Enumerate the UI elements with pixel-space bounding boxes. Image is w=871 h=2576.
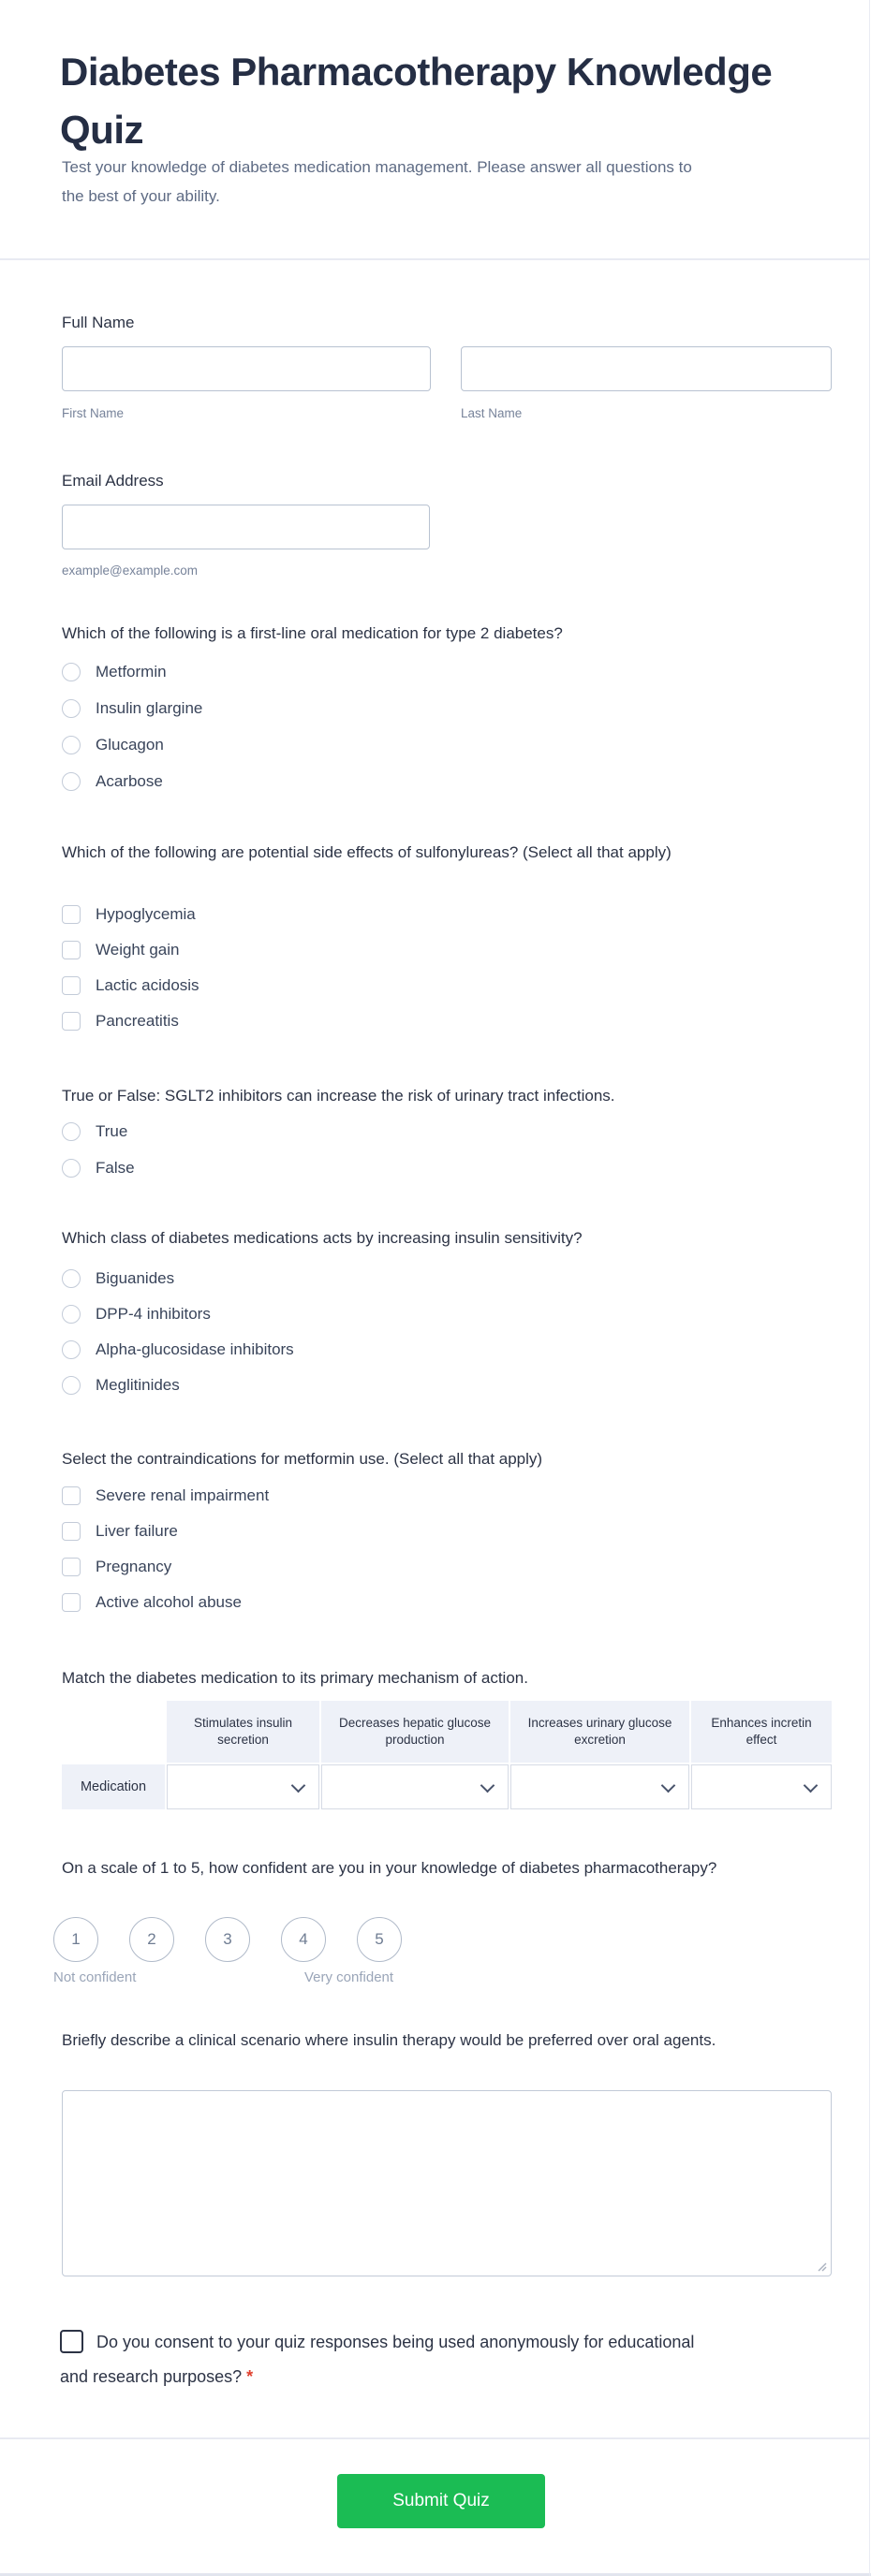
checkbox-icon[interactable] xyxy=(62,1558,81,1576)
consent-label: Do you consent to your quiz responses being used anonymously for educational and research purposes? xyxy=(60,2333,695,2386)
option-label: Lactic acidosis xyxy=(96,976,199,994)
resize-handle-icon[interactable] xyxy=(817,2261,827,2272)
first-name-input[interactable] xyxy=(62,346,431,391)
matrix-select-decreases[interactable] xyxy=(321,1764,509,1809)
option-label: Acarbose xyxy=(96,772,163,790)
radio-icon[interactable] xyxy=(62,1159,81,1178)
option-label: Severe renal impairment xyxy=(96,1486,270,1504)
full-name-label: Full Name xyxy=(62,314,135,331)
radio-option[interactable] xyxy=(62,699,202,718)
radio-option[interactable] xyxy=(62,1269,294,1288)
matrix-select-stimulates[interactable] xyxy=(167,1764,319,1809)
radio-option[interactable] xyxy=(62,1305,294,1324)
first-name-sublabel: First Name xyxy=(62,406,125,420)
checkbox-icon[interactable] xyxy=(62,1486,81,1505)
radio-icon[interactable] xyxy=(62,663,81,681)
q3-options xyxy=(62,1122,135,1195)
radio-option[interactable] xyxy=(62,736,202,754)
option-label: Biguanides xyxy=(96,1269,175,1287)
scale-number: 1 xyxy=(71,1930,81,1948)
checkbox-icon[interactable] xyxy=(62,1593,81,1612)
consent-field xyxy=(60,2325,716,2394)
matrix-select-increases[interactable] xyxy=(510,1764,689,1809)
option-label: Glucagon xyxy=(96,736,164,754)
checkbox-icon[interactable] xyxy=(62,1012,81,1031)
footer-divider xyxy=(0,2437,870,2439)
checkbox-option[interactable] xyxy=(62,1593,269,1612)
email-label: Email Address xyxy=(62,472,164,490)
checkbox-option[interactable] xyxy=(62,1486,269,1505)
matrix-column-header: Enhances incretin effect xyxy=(691,1701,832,1763)
scale-option-1[interactable] xyxy=(53,1917,98,1962)
required-asterisk: * xyxy=(246,2367,254,2386)
q5-label: Select the contraindications for metformin use. (Select all that apply) xyxy=(62,1450,543,1468)
option-label: Meglitinides xyxy=(96,1376,180,1394)
scale-option-2[interactable] xyxy=(129,1917,174,1962)
scale-number: 3 xyxy=(223,1930,232,1948)
option-label: Alpha-glucosidase inhibitors xyxy=(96,1340,294,1358)
checkbox-option[interactable] xyxy=(62,976,199,995)
checkbox-option[interactable] xyxy=(62,1012,199,1031)
radio-icon[interactable] xyxy=(62,1340,81,1359)
matrix-column-header: Decreases hepatic glucose production xyxy=(321,1701,509,1763)
option-label: Weight gain xyxy=(96,941,180,959)
q4-label: Which class of diabetes medications acts by increasing insulin sensitivity? xyxy=(62,1229,583,1247)
last-name-sublabel: Last Name xyxy=(461,406,523,420)
option-label: Pancreatitis xyxy=(96,1012,179,1030)
checkbox-icon[interactable] xyxy=(62,1522,81,1541)
option-label: Hypoglycemia xyxy=(96,905,196,923)
radio-icon[interactable] xyxy=(62,1269,81,1288)
scale-number: 5 xyxy=(375,1930,384,1948)
checkbox-option[interactable] xyxy=(62,1522,269,1541)
email-sublabel: example@example.com xyxy=(62,564,199,578)
scenario-textarea[interactable] xyxy=(62,2090,832,2276)
radio-option[interactable] xyxy=(62,1340,294,1359)
checkbox-icon[interactable] xyxy=(62,976,81,995)
option-label: Liver failure xyxy=(96,1522,178,1540)
scale-option-4[interactable] xyxy=(281,1917,326,1962)
q7-label: On a scale of 1 to 5, how confident are you in your knowledge of diabetes pharmacotherapy? xyxy=(62,1859,717,1877)
header-divider xyxy=(0,258,870,260)
scale-number: 2 xyxy=(147,1930,156,1948)
radio-icon[interactable] xyxy=(62,772,81,791)
scale-options xyxy=(53,1917,402,1962)
q6-label: Match the diabetes medication to its primary mechanism of action. xyxy=(62,1669,528,1687)
last-name-input[interactable] xyxy=(461,346,832,391)
radio-icon[interactable] xyxy=(62,699,81,718)
matrix-row-label: Medication xyxy=(62,1764,165,1809)
checkbox-icon[interactable] xyxy=(62,905,81,924)
radio-option[interactable] xyxy=(62,1376,294,1395)
radio-icon[interactable] xyxy=(62,1122,81,1141)
q2-options xyxy=(62,905,199,1047)
q2-label: Which of the following are potential side effects of sulfonylureas? (Select all that apply) xyxy=(62,843,672,861)
q8-label: Briefly describe a clinical scenario where insulin therapy would be preferred over oral agents. xyxy=(62,2031,716,2049)
option-label: Metformin xyxy=(96,663,167,681)
checkbox-option[interactable] xyxy=(62,941,199,959)
chevron-down-icon xyxy=(661,1778,676,1793)
scale-number: 4 xyxy=(299,1930,308,1948)
matrix-select-enhances[interactable] xyxy=(691,1764,832,1809)
radio-option[interactable] xyxy=(62,772,202,791)
chevron-down-icon xyxy=(291,1778,306,1793)
option-label: True xyxy=(96,1122,128,1140)
radio-option[interactable] xyxy=(62,663,202,681)
option-label: Pregnancy xyxy=(96,1558,172,1575)
checkbox-option[interactable] xyxy=(62,905,199,924)
chevron-down-icon xyxy=(804,1778,819,1793)
chevron-down-icon xyxy=(480,1778,495,1793)
option-label: DPP-4 inhibitors xyxy=(96,1305,211,1323)
matrix-column-header: Increases urinary glucose excretion xyxy=(510,1701,689,1763)
submit-button[interactable]: Submit Quiz xyxy=(337,2474,545,2528)
option-label: Insulin glargine xyxy=(96,699,203,717)
q5-options xyxy=(62,1486,269,1629)
q1-label: Which of the following is a first-line oral medication for type 2 diabetes? xyxy=(62,624,563,642)
page-subtitle: Test your knowledge of diabetes medication management. Please answer all questions to the best of your ability. xyxy=(62,158,692,205)
scale-max-label: Very confident xyxy=(304,1969,394,1985)
scale-option-3[interactable] xyxy=(205,1917,250,1962)
radio-option[interactable] xyxy=(62,1122,135,1141)
checkbox-icon[interactable] xyxy=(62,941,81,959)
radio-icon[interactable] xyxy=(62,736,81,754)
option-label: False xyxy=(96,1159,135,1177)
radio-icon[interactable] xyxy=(62,1305,81,1324)
scale-option-5[interactable] xyxy=(357,1917,402,1962)
checkbox-option[interactable] xyxy=(62,1558,269,1576)
email-input[interactable] xyxy=(62,505,430,549)
matrix-table xyxy=(62,1701,832,1809)
q3-label: True or False: SGLT2 inhibitors can increase the risk of urinary tract infections. xyxy=(62,1087,615,1105)
scale-min-label: Not confident xyxy=(53,1969,137,1985)
radio-option[interactable] xyxy=(62,1159,135,1178)
option-label: Active alcohol abuse xyxy=(96,1593,242,1611)
q4-options xyxy=(62,1269,294,1412)
matrix-column-header: Stimulates insulin secretion xyxy=(167,1701,319,1763)
matrix-corner-cell xyxy=(62,1701,165,1763)
page-title: Diabetes Pharmacotherapy Knowledge Quiz xyxy=(60,50,773,152)
consent-checkbox[interactable] xyxy=(60,2330,83,2353)
radio-icon[interactable] xyxy=(62,1376,81,1395)
page-right-border xyxy=(869,0,870,2576)
q1-options xyxy=(62,663,202,809)
